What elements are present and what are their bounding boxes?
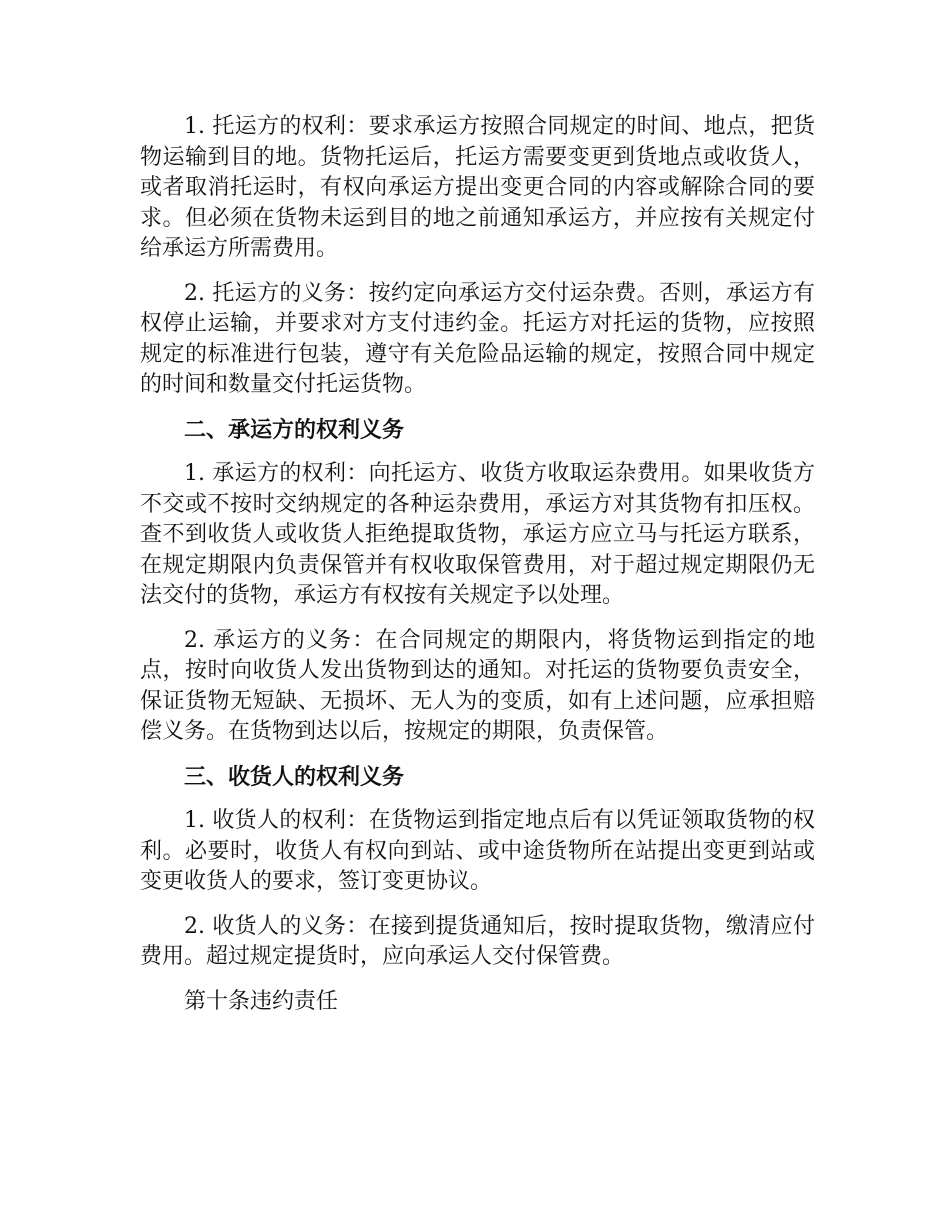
consignor-rights-paragraph: 1. 托运方的权利：要求承运方按照合同规定的时间、地点，把货物运输到目的地。货物托运后，托运方需要变更到货地点或收货人，或者取消托运时，有权向承运方提出变更合同的内容或解除合同的要求。但必须在货物未运到目的地之前通知承运方，并应按有关规定付给承运方所需费用。 bbox=[140, 114, 815, 261]
carrier-rights-paragraph: 1. 承运方的权利：向托运方、收货方收取运杂费用。如果收货方不交或不按时交纳规定的各种运杂费用，承运方对其货物有扣压权。查不到收货人或收货人拒绝提取货物，承运方应立马与托运方联系，在规定期限内负责保管并有权收取保管费用，对于超过规定期限仍无法交付的货物，承运方有权按有关规定予以处理。 bbox=[140, 461, 815, 608]
document-page bbox=[140, 112, 815, 1031]
article-ten-title: 第十条违约责任 bbox=[184, 988, 339, 1014]
carrier-section-heading: 二、承运方的权利义务 bbox=[184, 416, 405, 443]
consignee-section-heading: 三、收货人的权利义务 bbox=[184, 763, 405, 790]
consignor-obligations-paragraph: 2. 托运方的义务：按约定向承运方交付运杂费。否则，承运方有权停止运输，并要求对方支付违约金。托运方对托运的货物，应按照规定的标准进行包装，遵守有关危险品运输的规定，按照合同中规定的时间和数量交付托运货物。 bbox=[140, 280, 815, 397]
carrier-obligations-paragraph: 2. 承运方的义务：在合同规定的期限内，将货物运到指定的地点，按时向收货人发出货物到达的通知。对托运的货物要负责安全，保证货物无短缺、无损坏、无人为的变质，如有上述问题，应承担赔偿义务。在货物到达以后，按规定的期限，负责保管。 bbox=[140, 627, 815, 744]
consignee-rights-paragraph: 1. 收货人的权利：在货物运到指定地点后有以凭证领取货物的权利。必要时，收货人有权向到站、或中途货物所在站提出变更到站或变更收货人的要求，签订变更协议。 bbox=[140, 808, 815, 894]
consignee-obligations-paragraph: 2. 收货人的义务：在接到提货通知后，按时提取货物，缴清应付费用。超过规定提货时，应向承运人交付保管费。 bbox=[140, 913, 815, 969]
